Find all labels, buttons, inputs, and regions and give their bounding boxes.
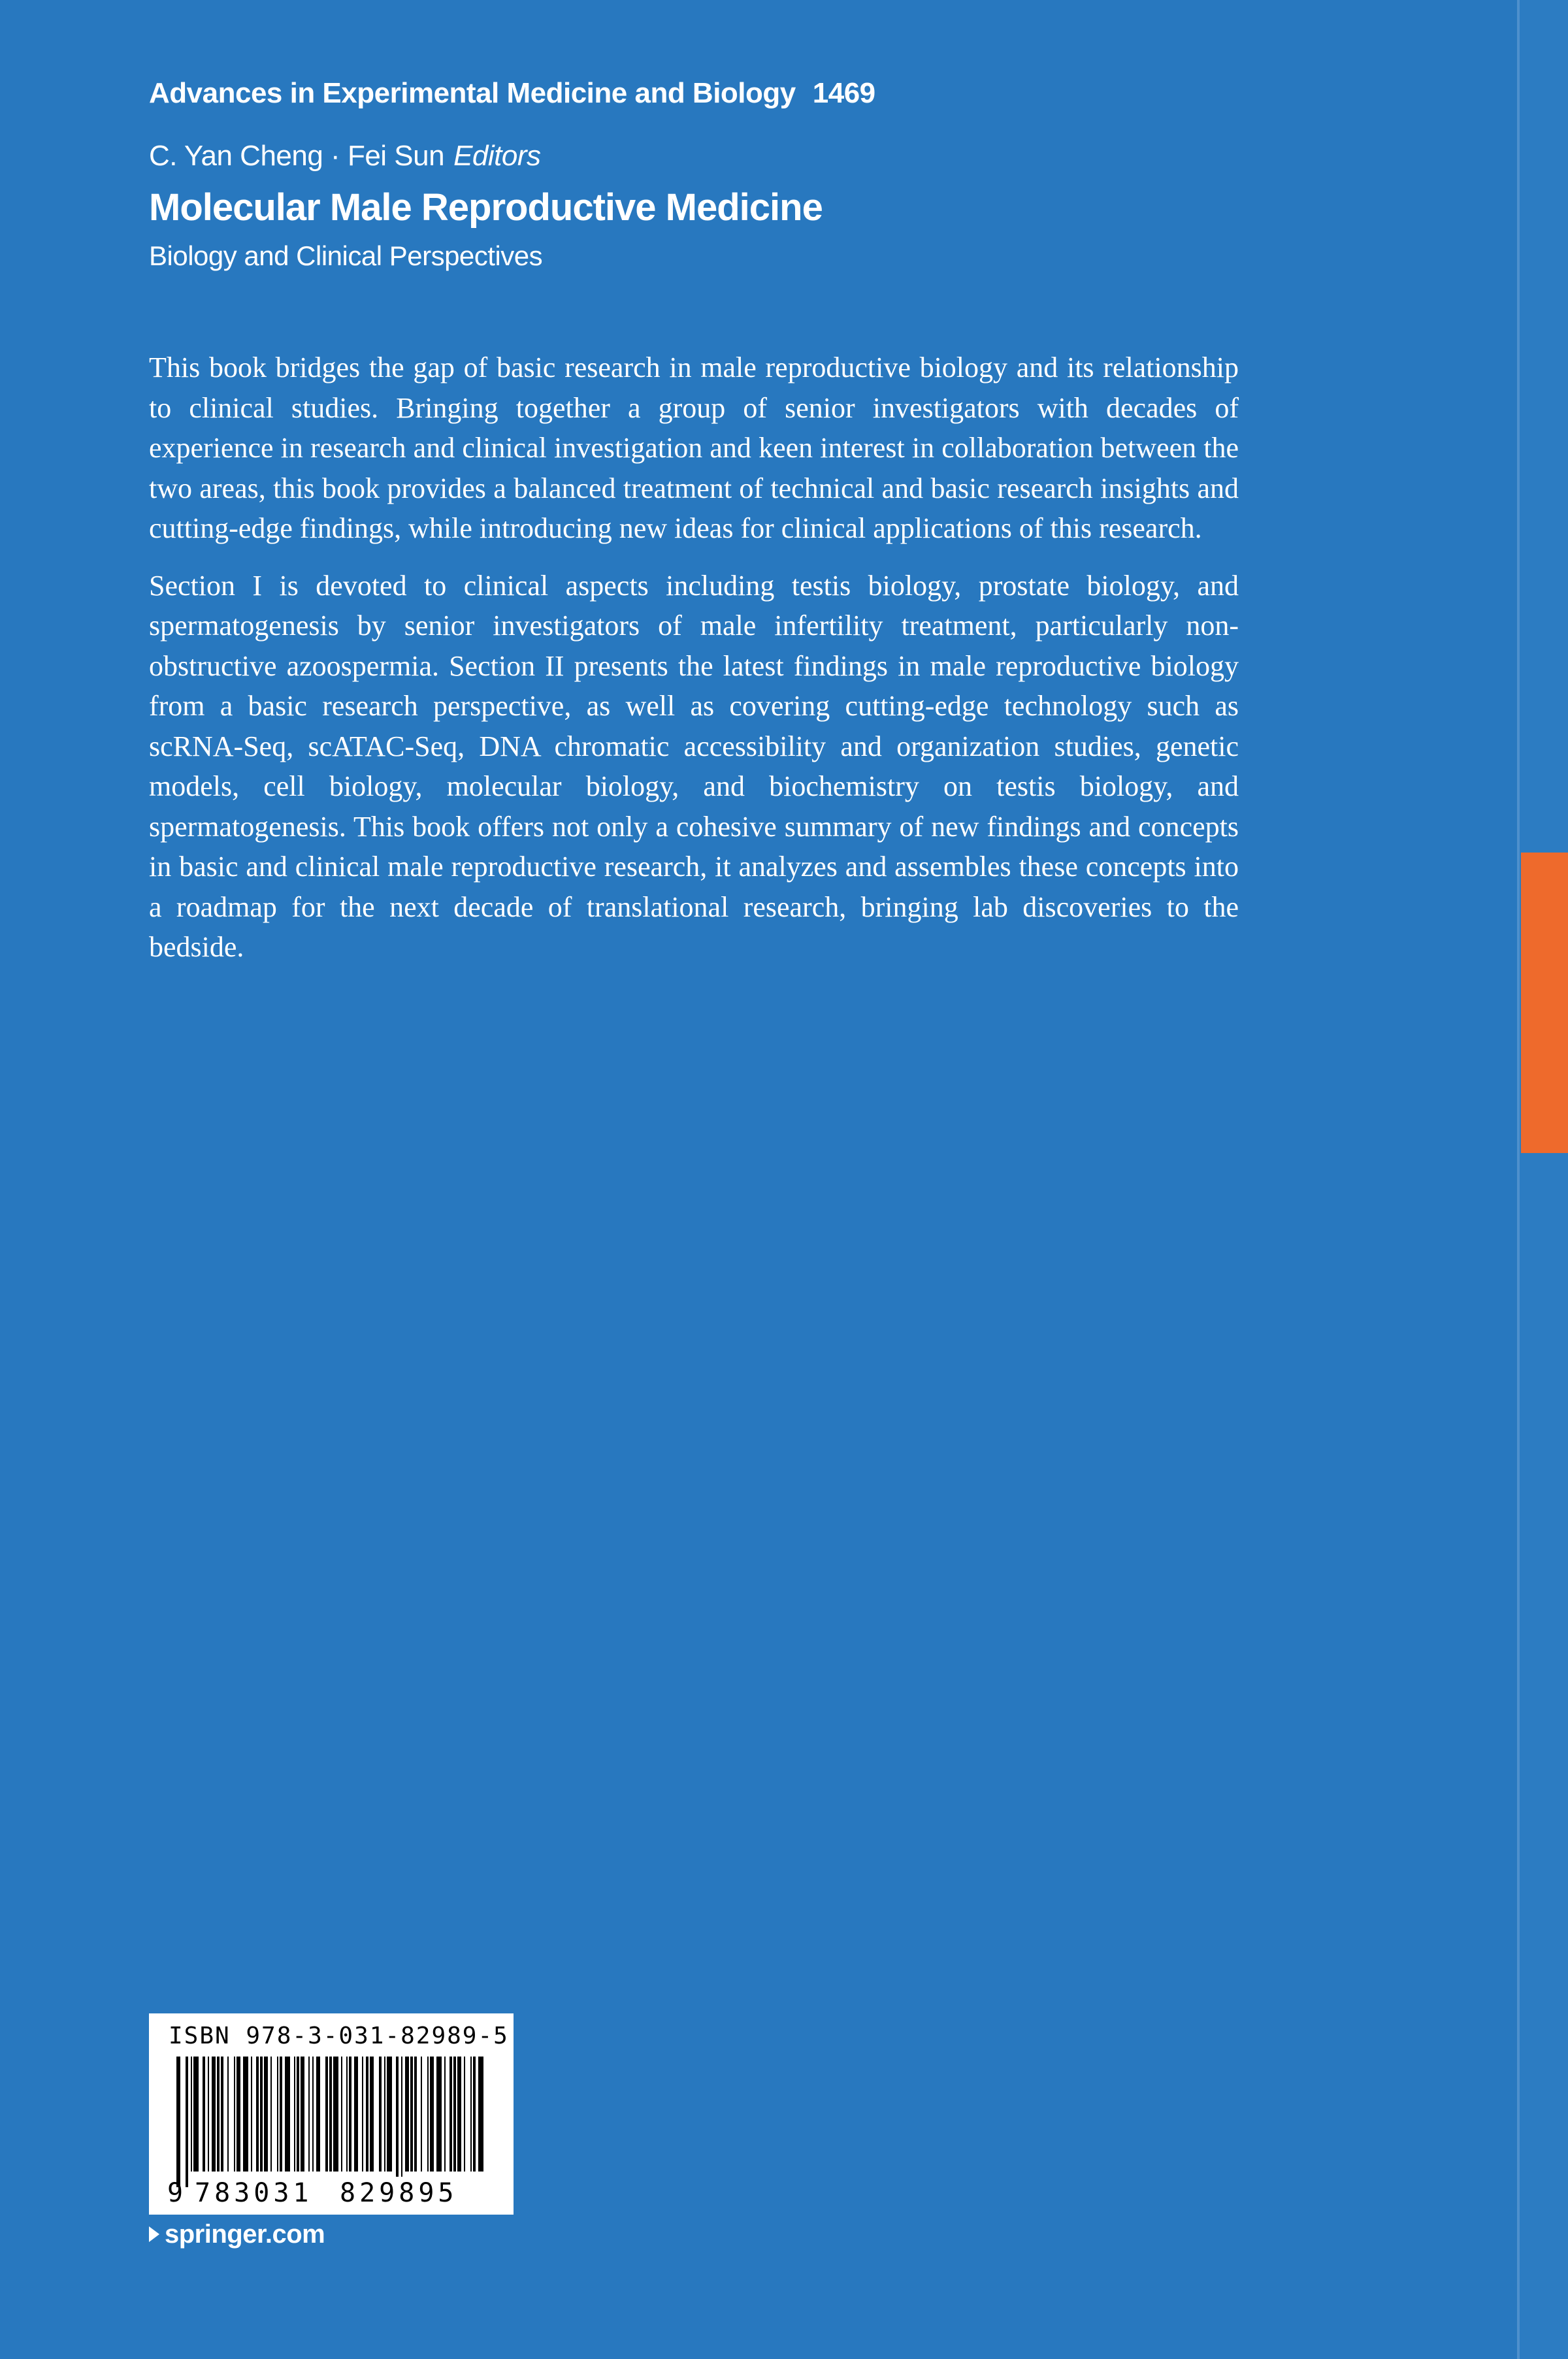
series-volume: 1469 (812, 77, 875, 109)
spine-edge-line (1517, 0, 1520, 2359)
barcode-bar (473, 2057, 476, 2172)
editor-names: C. Yan Cheng · Fei Sun (149, 140, 445, 172)
barcode-bar (221, 2057, 223, 2172)
series-name: Advances in Experimental Medicine and Biology (149, 77, 796, 109)
editors-line (149, 140, 541, 172)
barcode-bar (260, 2057, 263, 2172)
publisher-url: springer.com (165, 2220, 325, 2249)
barcode-bar (414, 2057, 417, 2172)
barcode-digit-group-2: 829895 (340, 2178, 458, 2208)
barcode-bar (301, 2057, 304, 2172)
barcode-bar (362, 2057, 363, 2172)
barcode-bar (316, 2057, 320, 2172)
barcode-bar (203, 2057, 205, 2172)
barcode-bar (333, 2057, 338, 2172)
barcode-bar (308, 2057, 310, 2172)
barcode-bar (297, 2057, 299, 2172)
barcode-bar (349, 2057, 351, 2172)
editors-role: Editors (453, 140, 541, 172)
barcode-bars (167, 2057, 494, 2187)
barcode-bar (217, 2057, 220, 2172)
book-subtitle: Biology and Clinical Perspectives (149, 240, 543, 271)
barcode-bar (341, 2057, 342, 2172)
isbn-barcode-box (149, 2013, 514, 2215)
barcode-bar (449, 2057, 452, 2172)
barcode-bar (212, 2057, 216, 2172)
arrow-right-icon (149, 2226, 159, 2242)
barcode-bar (325, 2057, 328, 2172)
barcode-bar (312, 2057, 314, 2172)
barcode-bar (470, 2057, 472, 2172)
barcode-bar (410, 2057, 413, 2172)
barcode-bar (453, 2057, 456, 2172)
barcode-bar (285, 2057, 290, 2172)
barcode-bar (227, 2057, 229, 2172)
barcode-bar (354, 2057, 358, 2172)
barcode-bar (277, 2057, 278, 2172)
barcode-bar (436, 2057, 442, 2172)
publisher-link[interactable] (149, 2220, 325, 2249)
description-paragraph-1: This book bridges the gap of basic research in male reproductive biology and its relationship to clinical studies. Bringing together a group of senior investigators with decades of experience in research and clinical investigation and keen interest in collaboration between the two areas, this book provides a balanced treatment of technical and basic research insights and cutting-edge findings, while introducing new ideas for clinical applications of this research. (149, 351, 1239, 544)
barcode-digit-group-1: 783031 (195, 2178, 313, 2208)
barcode-bar (370, 2057, 374, 2172)
barcode-bar (234, 2057, 235, 2172)
book-title: Molecular Male Reproductive Medicine (149, 186, 823, 229)
barcode-bar (329, 2057, 332, 2172)
barcode-bar (421, 2057, 422, 2172)
isbn-label: ISBN 978-3-031-82989-5 (169, 2023, 509, 2049)
series-heading (149, 77, 875, 110)
barcode-bar (444, 2057, 446, 2172)
barcode-bar (478, 2057, 483, 2172)
barcode-bar (387, 2057, 392, 2172)
barcode-bar (464, 2057, 465, 2172)
barcode-bar (294, 2057, 295, 2172)
barcode-bar (193, 2057, 199, 2172)
barcode-bar (366, 2057, 368, 2172)
barcode-bar (251, 2057, 252, 2172)
barcode-bar (237, 2057, 240, 2172)
barcode-bar (264, 2057, 268, 2172)
barcode-digit-first: 9 (167, 2178, 184, 2208)
barcode-bar (208, 2057, 209, 2172)
barcode-bar (396, 2057, 399, 2187)
barcode-bar (176, 2057, 180, 2187)
spine-strip (1520, 0, 1568, 2359)
barcode-bar (430, 2057, 434, 2172)
barcode-bar (243, 2057, 248, 2172)
description-paragraph-2: Section I is devoted to clinical aspects including testis biology, prostate biology, and spermatogenesis by senior investigators of male infertility treatment, particularly non-obstructive azoospermia. Section II presents the latest findings in male reproductive biology from a basic research perspective, as well as covering cutting-edge technology such as scRNA-Seq, scATAC-Seq, DNA chromatic accessibility and organization studies, genetic models, cell biology, molecular biology, and biochemistry on testis biology, and spermatogenesis. This book offers not only a cohesive summary of new findings and concepts in basic and clinical male reproductive research, it analyzes and assembles these concepts into a roadmap for the next decade of translational research, bringing lab discoveries to the bedside. (149, 569, 1239, 963)
barcode-bar (256, 2057, 259, 2172)
barcode-bar (186, 2057, 188, 2187)
barcode-digits (167, 2177, 494, 2209)
barcode-bar (427, 2057, 429, 2172)
barcode-bar (401, 2057, 402, 2187)
barcode-bar (280, 2057, 282, 2172)
book-description (149, 348, 1239, 984)
barcode-bar (191, 2057, 192, 2172)
barcode-bar (379, 2057, 382, 2172)
barcode-bar (457, 2057, 461, 2172)
barcode-bar (270, 2057, 272, 2172)
barcode-bar (405, 2057, 409, 2172)
orange-accent-tab (1521, 853, 1568, 1153)
barcode-bar (346, 2057, 348, 2172)
barcode-bar (384, 2057, 385, 2172)
